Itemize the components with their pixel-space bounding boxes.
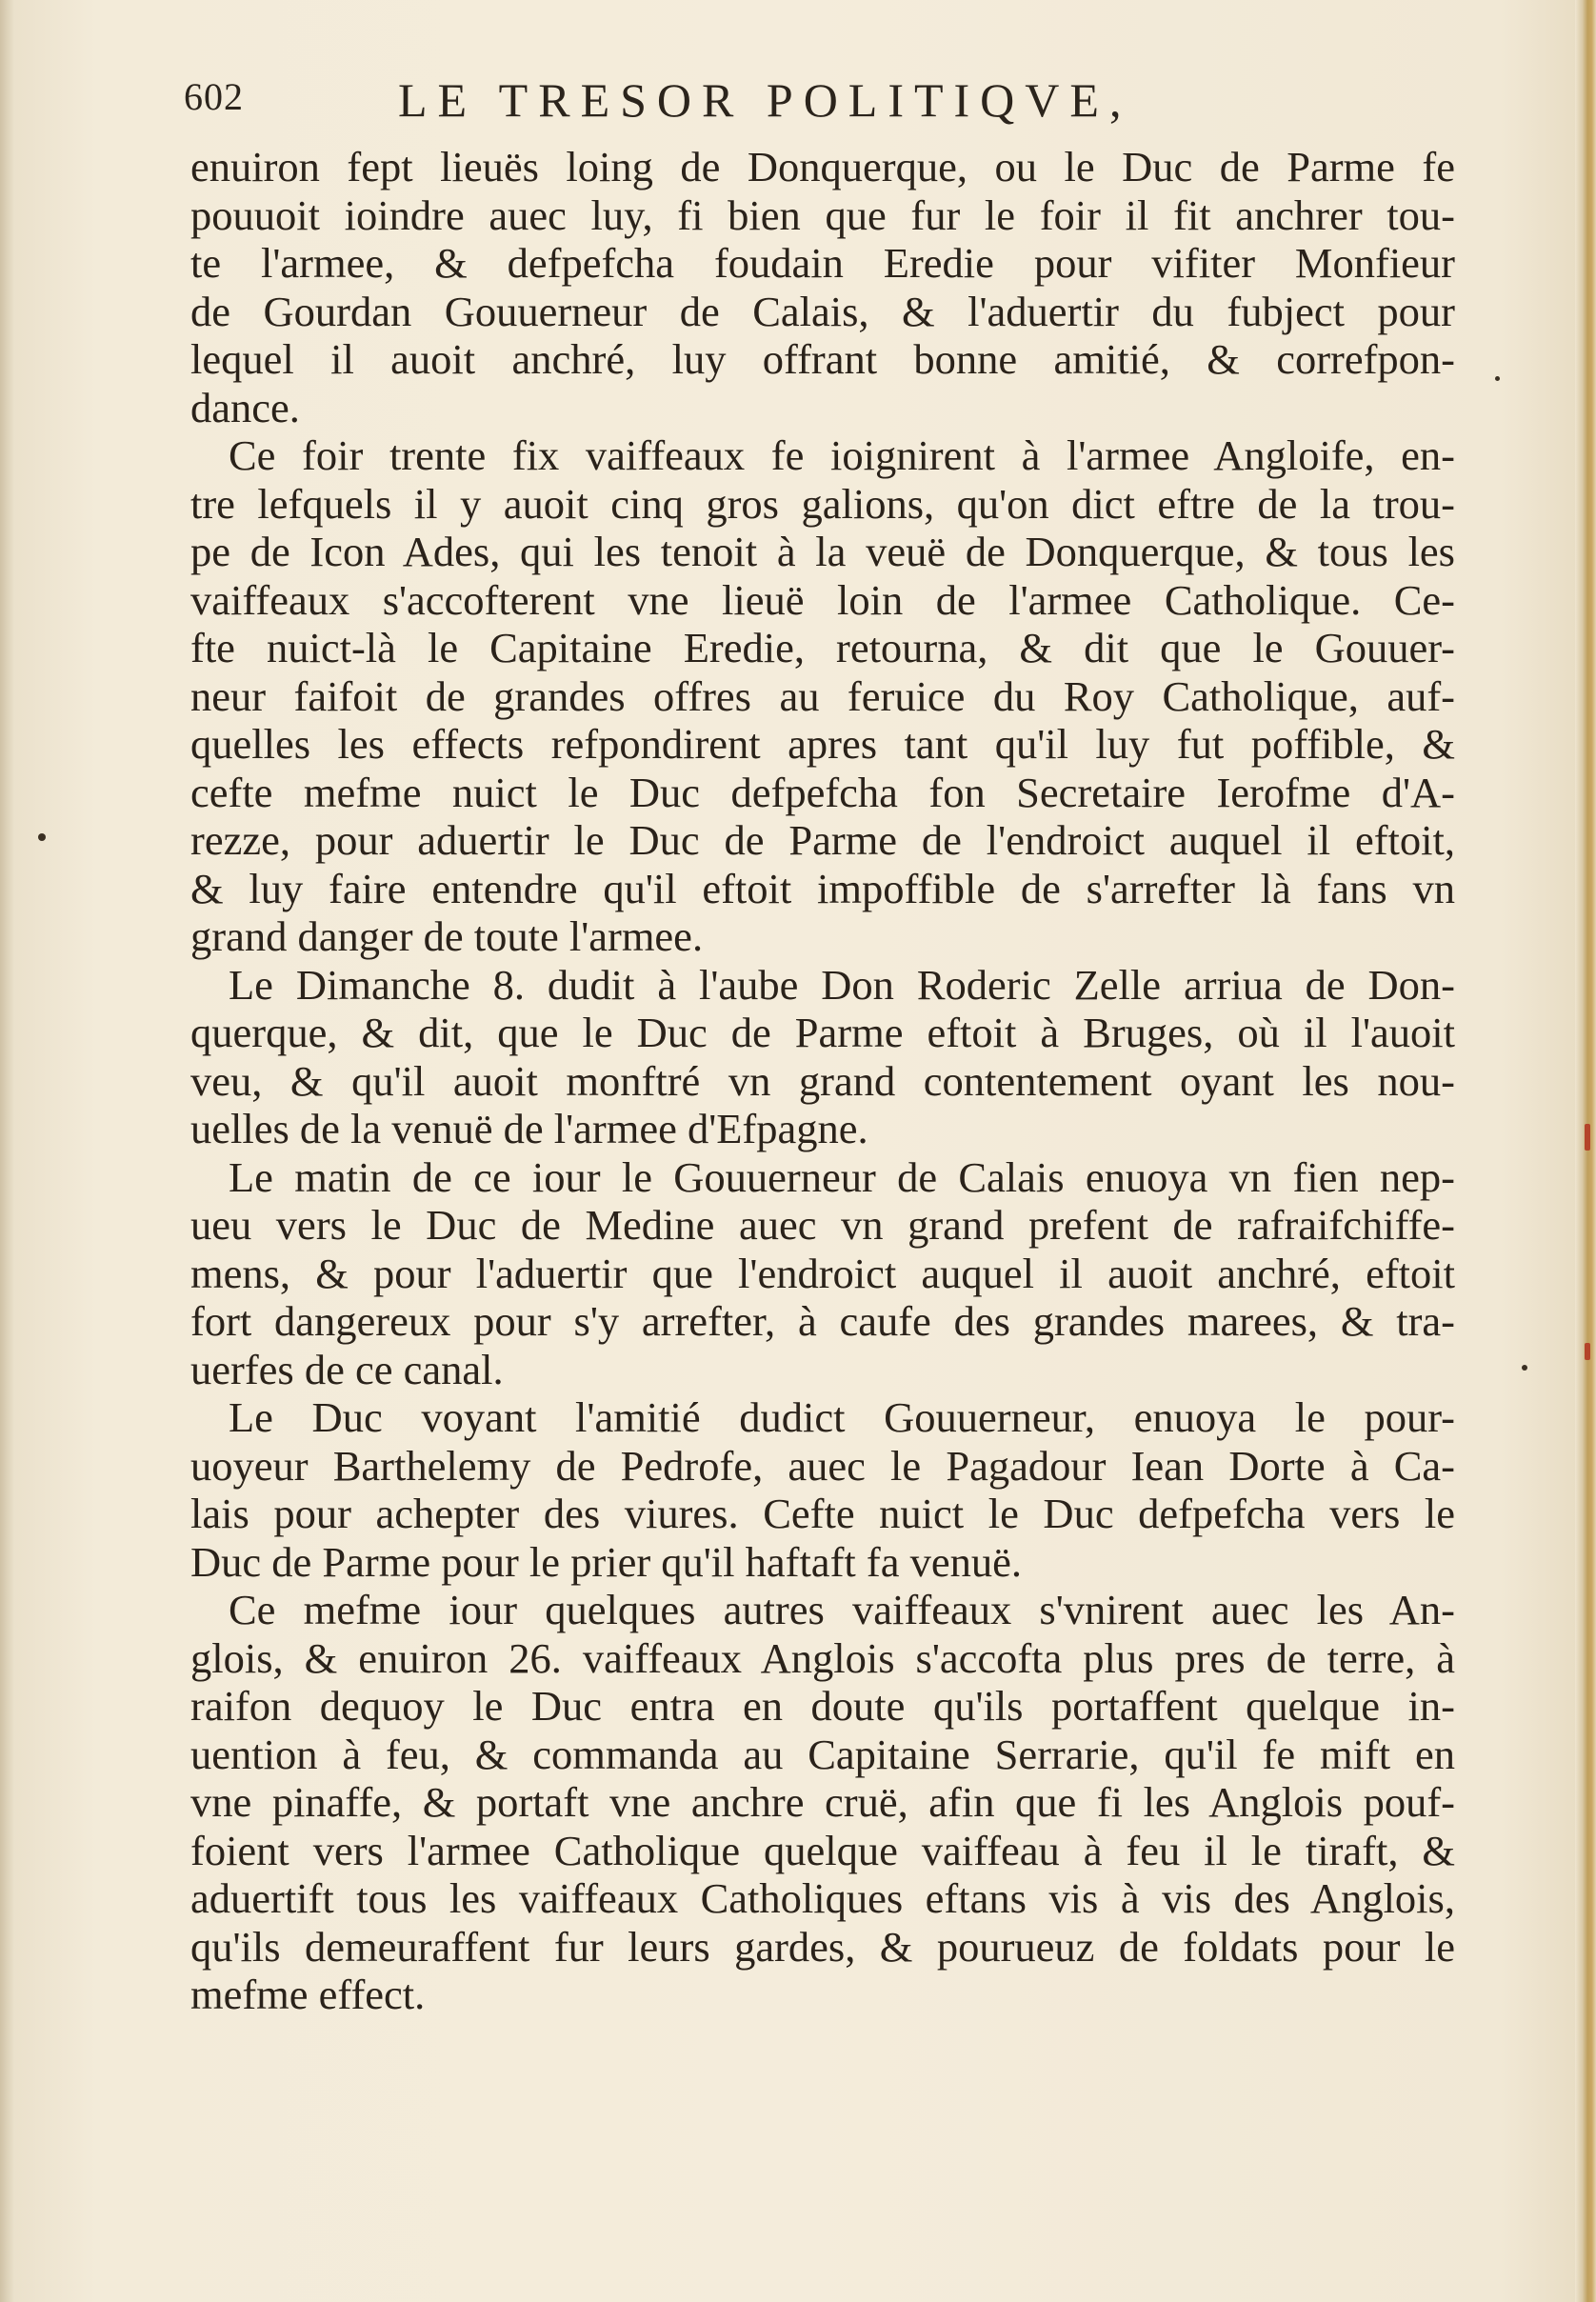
text-line: vaiffeaux s'accofterent vne lieuë loin de l'armee Catholique. Ce- bbox=[190, 575, 1455, 624]
text-line: uention à feu, & commanda au Capitaine Serrarie, qu'il fe mift en bbox=[190, 1730, 1455, 1778]
paragraph bbox=[190, 961, 1455, 1153]
text-line: foient vers l'armee Catholique quelque vaiffeau à feu il le tiraft, & bbox=[190, 1826, 1455, 1874]
text-line: raifon dequoy le Duc entra en doute qu'ils portaffent quelque in- bbox=[190, 1682, 1455, 1730]
text-line: fte nuict-là le Capitaine Eredie, retourna, & dit que le Gouuer- bbox=[190, 624, 1455, 671]
paragraph bbox=[190, 1153, 1455, 1394]
text-line: rezze, pour aduertir le Duc de Parme de l'endroict auquel il eftoit, bbox=[190, 816, 1455, 864]
text-line: quelles les effects refpondirent apres tant qu'il luy fut poffible, & bbox=[190, 720, 1455, 768]
page-edge bbox=[1575, 0, 1596, 2302]
text-line: lequel il auoit anchré, luy offrant bonne amitié, & correfpon- bbox=[190, 335, 1455, 383]
page-number: 602 bbox=[184, 75, 244, 118]
paragraph bbox=[190, 1393, 1455, 1586]
text-line: tre lefquels il y auoit cinq gros galions, qu'on dict eftre de la trou- bbox=[190, 479, 1455, 528]
paragraph bbox=[190, 431, 1455, 961]
ink-speck bbox=[38, 833, 46, 841]
text-line: de Gourdan Gouuerneur de Calais, & l'aduertir du fubject pour bbox=[190, 287, 1455, 335]
text-line: neur faifoit de grandes offres au feruice du Roy Catholique, auf- bbox=[190, 671, 1455, 720]
text-line: vne pinaffe, & portaft vne anchre cruë, afin que fi les Anglois pouf- bbox=[190, 1778, 1455, 1826]
text-line: Duc de Parme pour le prier qu'il haftaft fa venuë. bbox=[190, 1537, 1022, 1586]
running-header bbox=[184, 74, 1479, 131]
text-line: pouuoit ioindre auec luy, fi bien que fur le foir il fit anchrer tou- bbox=[190, 190, 1455, 239]
text-line: dance. bbox=[190, 383, 300, 431]
text-line: mens, & pour l'aduertir que l'endroict auquel il auoit anchré, eftoit bbox=[190, 1249, 1455, 1297]
text-line: qu'ils demeuraffent fur leurs gardes, & pourueuz de foldats pour le bbox=[190, 1922, 1455, 1971]
paragraph bbox=[190, 143, 1455, 431]
text-line: ueu vers le Duc de Medine auec vn grand prefent de rafraifchiffe- bbox=[190, 1201, 1455, 1249]
text-line: veu, & qu'il auoit monftré vn grand contentement oyant les nou- bbox=[190, 1056, 1455, 1105]
text-line: lais pour achepter des viures. Cefte nuict le Duc defpefcha vers le bbox=[190, 1490, 1455, 1537]
running-title: LE TRESOR POLITIQVE, bbox=[398, 73, 1132, 127]
text-line: mefme effect. bbox=[190, 1971, 426, 2018]
text-line: Le Dimanche 8. dudit à l'aube Don Roderic Zelle arriua de Don- bbox=[229, 960, 1455, 1009]
text-line: cefte mefme nuict le Duc defpefcha fon Secretaire Ierofme d'A- bbox=[190, 768, 1455, 816]
text-line: uerfes de ce canal. bbox=[190, 1345, 504, 1393]
edge-stain bbox=[1585, 1124, 1590, 1151]
paragraph bbox=[190, 1586, 1455, 2019]
text-line: pe de Icon Ades, qui les tenoit à la veuë de Donquerque, & tous les bbox=[190, 528, 1455, 575]
text-line: glois, & enuiron 26. vaiffeaux Anglois s'accofta plus pres de terre, à bbox=[190, 1633, 1455, 1682]
text-line: & luy faire entendre qu'il eftoit impoffible de s'arrefter là fans vn bbox=[190, 864, 1455, 912]
text-line: grand danger de toute l'armee. bbox=[190, 912, 704, 960]
text-line: Ce mefme iour quelques autres vaiffeaux s'vnirent auec les An- bbox=[229, 1586, 1455, 1633]
page-gutter-shadow bbox=[0, 0, 13, 2302]
text-line: enuiron fept lieuës loing de Donquerque, ou le Duc de Parme fe bbox=[190, 143, 1455, 190]
text-line: Le matin de ce iour le Gouuerneur de Calais enuoya vn fien nep- bbox=[229, 1152, 1455, 1201]
text-line: aduertift tous les vaiffeaux Catholiques eftans vis à vis des Anglois, bbox=[190, 1874, 1455, 1922]
edge-stain bbox=[1585, 1343, 1590, 1360]
ink-speck bbox=[1495, 376, 1500, 381]
body-text bbox=[190, 143, 1455, 2019]
text-line: uoyeur Barthelemy de Pedrofe, auec le Pagadour Iean Dorte à Ca- bbox=[190, 1441, 1455, 1490]
text-line: Le Duc voyant l'amitié dudict Gouuerneur, enuoya le pour- bbox=[229, 1393, 1455, 1441]
text-line: fort dangereux pour s'y arrefter, à caufe des grandes marees, & tra- bbox=[190, 1297, 1455, 1345]
text-line: querque, & dit, que le Duc de Parme eftoit à Bruges, où il l'auoit bbox=[190, 1009, 1455, 1056]
ink-speck bbox=[1522, 1365, 1527, 1371]
text-line: Ce foir trente fix vaiffeaux fe ioignirent à l'armee Angloife, en- bbox=[229, 431, 1455, 479]
text-line: te l'armee, & defpefcha foudain Eredie pour vifiter Monfieur bbox=[190, 239, 1455, 287]
text-line: uelles de la venuë de l'armee d'Efpagne. bbox=[190, 1105, 868, 1152]
